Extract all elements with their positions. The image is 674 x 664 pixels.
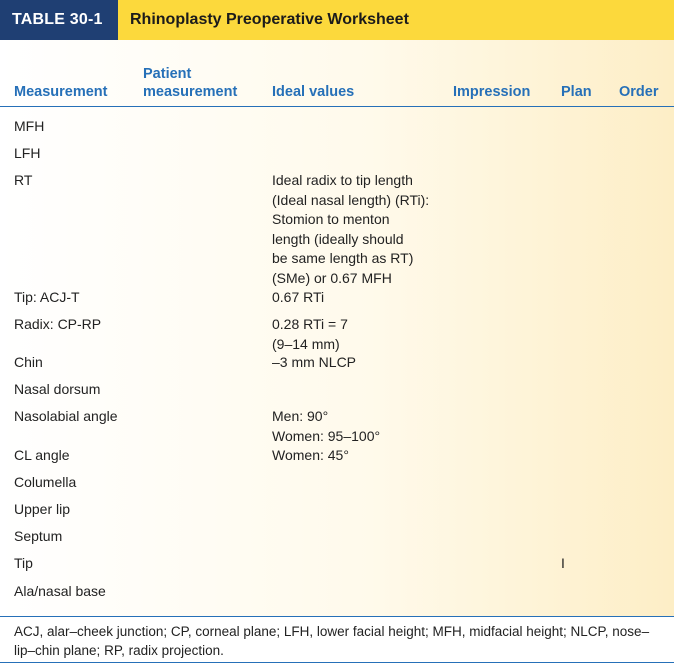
row-measurement: CL angle — [14, 447, 70, 463]
row-ideal-value: 0.28 RTi = 7 (9–14 mm) — [272, 316, 348, 352]
row-measurement: Chin — [14, 354, 43, 370]
row-ideal-value: 0.67 RTi — [272, 289, 325, 305]
header-patient-measurement: Patient measurement — [143, 66, 238, 100]
row-measurement: Tip — [14, 555, 33, 571]
header-ideal-values: Ideal values — [272, 84, 355, 100]
table-title-bar — [0, 0, 674, 40]
row-measurement: Nasolabial angle — [14, 408, 118, 424]
row-measurement: RT — [14, 172, 33, 188]
header-order: Order — [619, 84, 659, 100]
table-title: Rhinoplasty Preoperative Worksheet — [130, 11, 409, 28]
row-measurement: Radix: CP-RP — [14, 316, 102, 332]
row-ideal-value: Ideal radix to tip length (Ideal nasal length) (RTi): Stomion to menton length (ideally should be same length as RT) (SMe) or 0.67 MFH — [272, 172, 430, 286]
row-measurement: Upper lip — [14, 501, 71, 517]
row-measurement: Tip: ACJ-T — [14, 289, 80, 305]
footnote-divider — [0, 616, 674, 617]
row-measurement: MFH — [14, 118, 45, 134]
header-impression: Impression — [453, 84, 531, 100]
header-divider — [0, 106, 674, 107]
header-plan: Plan — [561, 84, 592, 100]
row-ideal-value: Men: 90° Women: 95–100° — [272, 408, 381, 444]
table-header — [0, 40, 674, 106]
row-measurement: Ala/nasal base — [14, 583, 106, 599]
row-measurement: Columella — [14, 474, 77, 490]
row-measurement: Nasal dorsum — [14, 381, 101, 397]
table-number: TABLE 30-1 — [0, 0, 118, 40]
header-measurement: Measurement — [14, 84, 108, 100]
row-plan-mark: I — [561, 555, 565, 571]
row-ideal-value: –3 mm NLCP — [272, 354, 357, 370]
worksheet-table — [0, 40, 674, 616]
bottom-divider — [0, 662, 674, 663]
row-measurement: LFH — [14, 145, 41, 161]
table-footnote: ACJ, alar–cheek junction; CP, corneal plane; LFH, lower facial height; MFH, midfacial height; NLCP, nose–lip–chin plane; RP, radix projection. — [14, 624, 650, 658]
row-measurement: Septum — [14, 528, 63, 544]
row-ideal-value: Women: 45° — [272, 447, 349, 463]
